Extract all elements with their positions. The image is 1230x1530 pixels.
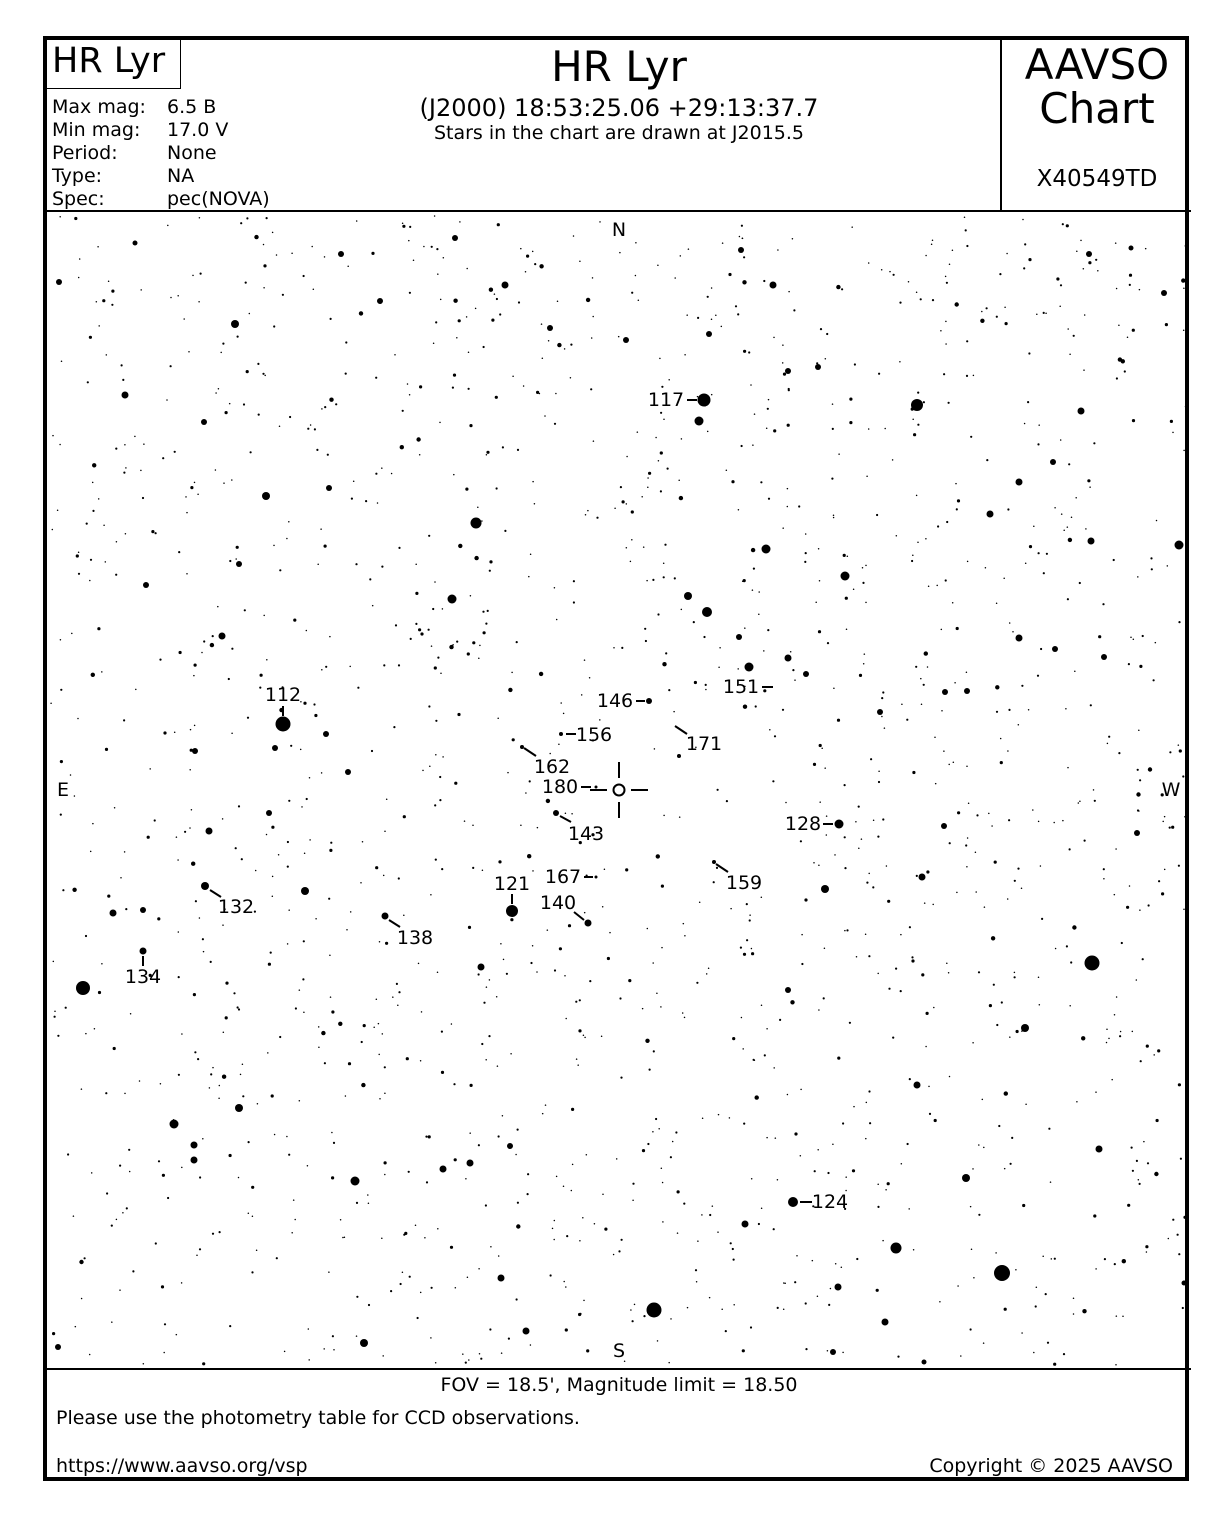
east-label: E <box>56 779 70 801</box>
comparison-star-label: 117 <box>647 389 685 411</box>
info-value: pec(NOVA) <box>167 188 270 210</box>
info-value: NA <box>167 165 195 187</box>
brand-chart: Chart <box>1039 84 1155 133</box>
comparison-star-label: 180 <box>541 776 579 798</box>
ccd-note: Please use the photometry table for CCD observations. <box>56 1407 580 1429</box>
comparison-star-label: 151 <box>722 676 760 698</box>
comparison-star-label: 156 <box>575 724 613 746</box>
comparison-star-label: 128 <box>784 813 822 835</box>
comparison-star-label: 162 <box>533 756 571 778</box>
south-label: S <box>612 1340 626 1362</box>
fov-text: FOV = 18.5', Magnitude limit = 18.50 <box>440 1374 798 1396</box>
comparison-star-label: 146 <box>596 690 634 712</box>
comparison-star-label: 134 <box>124 966 162 988</box>
vsp-link[interactable]: https://www.aavso.org/vsp <box>56 1455 308 1477</box>
comparison-star-label: 121 <box>493 873 531 895</box>
comparison-star-label: 143 <box>567 823 605 845</box>
footer-divider <box>45 1368 1191 1370</box>
comparison-star-label: 132 <box>217 896 255 918</box>
copyright: Copyright © 2025 AAVSO <box>929 1455 1173 1477</box>
comparison-star-label: 171 <box>685 733 723 755</box>
info-label: Min mag: <box>52 119 141 141</box>
comparison-star-label: 112 <box>264 684 302 706</box>
epoch-note: Stars in the chart are drawn at J2015.5 <box>433 122 805 144</box>
info-value: 6.5 B <box>167 96 217 118</box>
star-name: HR Lyr <box>52 41 166 81</box>
comparison-star-label: 140 <box>539 892 577 914</box>
info-label: Type: <box>52 165 103 187</box>
north-label: N <box>611 219 627 241</box>
comparison-star-label: 159 <box>725 872 763 894</box>
coordinates: (J2000) 18:53:25.06 +29:13:37.7 <box>419 94 819 122</box>
chart-frame <box>43 36 1189 1481</box>
info-label: Max mag: <box>52 96 146 118</box>
info-value: 17.0 V <box>167 119 229 141</box>
comparison-star-label: 138 <box>396 927 434 949</box>
star-name-box <box>46 39 181 89</box>
info-value: None <box>167 142 217 164</box>
chart-id: X40549TD <box>1036 166 1158 192</box>
comparison-star-label: 124 <box>811 1191 849 1213</box>
brand-aavso: AAVSO <box>1024 40 1170 89</box>
west-label: W <box>1161 779 1181 801</box>
info-label: Period: <box>52 142 118 164</box>
info-label: Spec: <box>52 188 105 210</box>
chart-title: HR Lyr <box>551 42 687 91</box>
comparison-star-label: 167 <box>544 866 582 888</box>
